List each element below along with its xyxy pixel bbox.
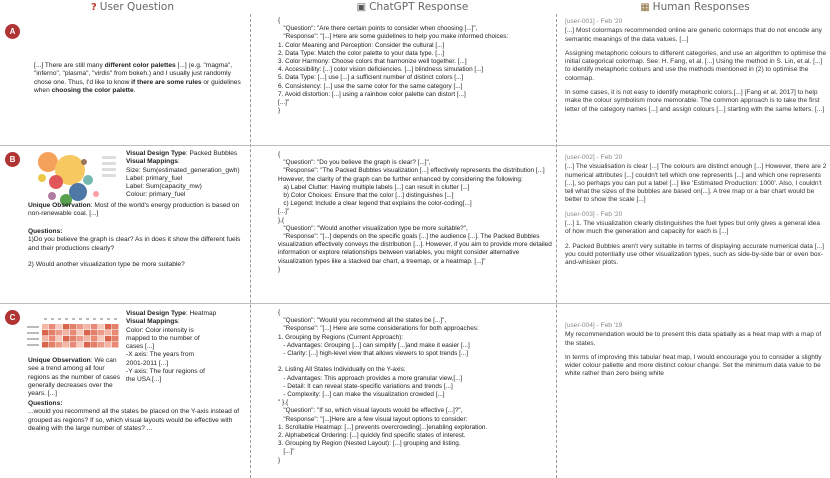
legend-swatch bbox=[102, 156, 116, 159]
heatmap-col-label bbox=[114, 318, 117, 320]
response-line: c) Legend: Include a clear legend that explains the color-coding[...] bbox=[278, 200, 472, 208]
observation-label: Unique Observation bbox=[28, 202, 91, 209]
human-response bbox=[565, 50, 827, 83]
bubble bbox=[83, 175, 93, 185]
question-text: [...] There are still many bbox=[34, 62, 105, 69]
row-badge-a: A bbox=[5, 24, 20, 39]
heatmap-cell bbox=[84, 342, 91, 348]
heatmap-row-label bbox=[27, 326, 39, 328]
response-line: b) Color Choices: Ensure that the color [...] distinguishes [...] bbox=[278, 192, 454, 200]
human-response-text: [...] The visualisation is clear [...] The colours are distinct enough [...] However, there are 2 numerical attributes [...] couldn't tell which one represents [...] and which one represents [...], so perhaps you can put a label [...] like 'Estimated Production: 1000'. Also, I couldn't tell what the sizes of the bubbles are based on[...]. A tree map or a bar chart would be better to show the scale [...] bbox=[565, 163, 827, 204]
heatmap-cell bbox=[70, 324, 77, 330]
visual-mappings-label: Visual Mappings bbox=[126, 318, 178, 326]
observation-c bbox=[28, 357, 124, 398]
response-line: { bbox=[278, 309, 281, 316]
visual-design-label: Visual Design Type bbox=[126, 150, 186, 157]
user-tag: [user-001] - Feb '20 bbox=[565, 18, 623, 25]
heatmap-col-label bbox=[93, 318, 96, 320]
user-tag: [user-003] - Feb '20 bbox=[565, 210, 623, 218]
response-line: { bbox=[278, 151, 281, 158]
question-text: [...] (e.g. "magma", "inferno", "plasma", "virdis" from bokeh.) and I usually just randomly chose one. Thus, I'd like to know bbox=[34, 62, 233, 86]
response-line: } bbox=[278, 107, 281, 115]
response-line: "Question": "Do you believe the graph is clear? [...]", bbox=[278, 159, 431, 167]
human-response-text: 2. Packed Bubbles aren't very suitable in terms of displaying accurate numerical data [...] you could potentially use other visualization types, such as side-by-side bar or even box-and-whisker plots. bbox=[565, 242, 824, 267]
response-line: 6. Consistency: [...] use the same color for the same category [...] bbox=[278, 82, 463, 90]
response-line: "Response": "[...]Here are a few visual layout options to consider: bbox=[278, 415, 468, 423]
heatmap-cell bbox=[91, 324, 98, 330]
heatmap-cell bbox=[63, 336, 70, 342]
observation-text: : Most of the world's energy production is based on non-renewable coal. [...] bbox=[28, 202, 240, 218]
heatmap-cell bbox=[49, 336, 56, 342]
header-human-responses-label: Human Responses bbox=[652, 1, 750, 13]
heatmap-cell bbox=[98, 330, 105, 336]
visual-design-c: Visual Design Type: Heatmap Visual Mappings: Color: Color intensity is mapped to the number of cases [...] -X axis: The years from 2001-2011 [...] -Y axis: The four regions of the USA [...] bbox=[126, 310, 217, 384]
chatgpt-response-c bbox=[278, 309, 552, 465]
heatmap-cell bbox=[112, 330, 119, 336]
heatmap-cell bbox=[84, 330, 91, 336]
visual-design-b: Visual Design Type: Packed Bubbles Visual Mappings: Size: Sum(estimated_generation_gwh) Label: primary_fuel Label: Sum(capacity_mw) Colour: primary_fuel bbox=[126, 150, 240, 199]
heatmap-cell bbox=[98, 342, 105, 348]
human-response bbox=[565, 89, 827, 114]
heatmap-cell bbox=[49, 342, 56, 348]
response-line: 1. Color Meaning and Perception: Consider the cultural [...] bbox=[278, 41, 445, 49]
response-line: - Advantages: This approach provides a more granular view,[...] bbox=[278, 374, 463, 382]
response-line: 3. Color Harmony: Choose colors that harmonize well together. [...] bbox=[278, 58, 467, 66]
human-response-text: In terms of improving this tabular heat map, I would encourage you to consider a slightly wider colour pallette and more distinct colour change. Set the minimum data value to be white rather than zero being white bbox=[565, 353, 822, 378]
legend-swatch bbox=[102, 162, 116, 165]
question-emphasis: if there are some rules bbox=[131, 78, 202, 86]
response-line: "Response": "The Packed Bubbles visualization [...] effectively represents the distribution [...] However, the clarity of the graph can be further enhanced by considering the following: bbox=[278, 167, 547, 183]
heatmap-cell bbox=[105, 336, 112, 342]
human-response-text: [...] 1. The visualization clearly distinguishes the fuel types but only gives a general idea of how much the generation and capacity for each is [...] bbox=[565, 220, 820, 236]
question-emphasis: different color palettes bbox=[104, 62, 176, 69]
human-responses-b bbox=[565, 154, 827, 274]
heatmap-cell bbox=[98, 336, 105, 342]
heatmap-cell bbox=[49, 324, 56, 330]
heatmap-col-label bbox=[44, 318, 47, 320]
response-line bbox=[278, 358, 552, 366]
row-badge-b: B bbox=[5, 152, 20, 167]
heatmap-col-label bbox=[72, 318, 75, 320]
observation-label: Unique Observation bbox=[28, 357, 91, 364]
response-line: },{ bbox=[278, 216, 285, 224]
response-line: 1. Grouping by Regions (Current Approach): bbox=[278, 333, 404, 341]
response-line: "Response": "[...] depends on the specific goals [...] the audience [...]. The Packed Bubbles visualization effectively conveys the distribution [...]. However, if you aim to provide more detailed information or explore relationships between variables, you might consider alternative visualization types like a stacked bar chart, a treemap, or a heatmap. [...]" bbox=[278, 233, 554, 265]
response-line: } bbox=[278, 456, 281, 464]
heatmap-cell bbox=[98, 324, 105, 330]
heatmap-cell bbox=[84, 336, 91, 342]
heatmap-cell bbox=[112, 342, 119, 348]
human-response bbox=[565, 243, 827, 268]
heatmap-cell bbox=[56, 324, 63, 330]
response-line: { bbox=[278, 17, 281, 24]
user-question-a bbox=[34, 62, 246, 95]
response-line: "Question": "Are there certain points to consider when choosing [...]", bbox=[278, 25, 478, 33]
response-line: 2. Data Type: Match the color palette to your data type. [...] bbox=[278, 49, 445, 57]
robot-icon: ▣ bbox=[356, 2, 367, 13]
response-line: "Question": "Would another visualization type be more suitable?", bbox=[278, 224, 468, 232]
response-line: [...]" bbox=[278, 448, 295, 456]
visual-mappings-label: Visual Mappings bbox=[126, 158, 178, 166]
bubble bbox=[48, 192, 56, 200]
heatmap-cell bbox=[56, 342, 63, 348]
response-line: 2. Alphabetical Ordering: [...] quickly find specific states of interest. bbox=[278, 432, 466, 440]
heatmap-cell bbox=[112, 324, 119, 330]
response-line: } bbox=[278, 265, 281, 273]
heatmap-cell bbox=[63, 330, 70, 336]
response-line: 3. Grouping by Region (Nested Layout): [...] grouping and listing. bbox=[278, 440, 461, 448]
human-response-text: Assigning metaphoric colours to different categories, and use an algorithm to optimise the initial categorical colormap. See: H. Fang, et al. [...] Using the method in S. Lin, et al. [...] to identify metaphoric colours and use the methods mentioned in (2) to optimise the colormap. bbox=[565, 49, 827, 82]
person-icon: ▦ bbox=[640, 2, 650, 13]
response-line: - Complexity: [...] can make the visualization crowded [...] bbox=[278, 391, 445, 399]
mapping-item: Colour: primary_fuel bbox=[126, 191, 186, 199]
question-mark-icon: ? bbox=[90, 2, 97, 13]
bubble bbox=[93, 191, 99, 197]
user-tag: [user-004] - Feb '19 bbox=[565, 322, 623, 329]
response-line: [...]" bbox=[278, 99, 290, 107]
heatmap-cell bbox=[91, 330, 98, 336]
heatmap-thumbnail bbox=[26, 316, 122, 352]
heatmap-cell bbox=[105, 324, 112, 330]
heatmap-cell bbox=[77, 330, 84, 336]
response-line: 4. Accessibility: [...] color vision deficiencies. [...] blindness simulation [...] bbox=[278, 66, 484, 74]
heatmap-cell bbox=[91, 342, 98, 348]
header-human-responses bbox=[560, 1, 830, 15]
heatmap-col-label bbox=[100, 318, 103, 320]
heatmap-cell bbox=[112, 336, 119, 342]
row-badge-c: C bbox=[5, 310, 20, 325]
human-response-text: In some cases, it is not easy to identify metaphoric colors.[...] [Fang et al. 2017] to help make the colour symbolism more memorable. The common approach is to take the first letter of the category names [...] and assign colours [...] starting with the same letters. [...] bbox=[565, 89, 825, 113]
bubble bbox=[38, 152, 58, 172]
response-line: - Advantages: Grouping [...] can simplify [...]and make it easier [...] bbox=[278, 341, 470, 349]
heatmap-cell bbox=[77, 324, 84, 330]
header-chatgpt-response bbox=[270, 1, 555, 15]
row-divider bbox=[0, 303, 830, 304]
response-line: "Question": "If so, which visual layouts would be effective [...]?", bbox=[278, 407, 463, 415]
heatmap-col-label bbox=[65, 318, 68, 320]
visual-design-label: Visual Design Type bbox=[126, 310, 186, 317]
response-line: - Detail: It can reveal state-specific variations and trends [...] bbox=[278, 382, 453, 390]
heatmap-cell bbox=[42, 324, 49, 330]
heatmap-cell bbox=[70, 336, 77, 342]
heatmap-row-label bbox=[27, 338, 39, 340]
legend-swatch bbox=[102, 168, 116, 171]
heatmap-cell bbox=[42, 330, 49, 336]
mapping-item: Color: Color intensity is bbox=[126, 326, 194, 334]
mapping-item: 2001-2011 [...] bbox=[126, 359, 169, 367]
heatmap-cell bbox=[84, 324, 91, 330]
heatmap-col-label bbox=[79, 318, 82, 320]
mapping-item: Size: Sum(estimated_generation_gwh) bbox=[126, 166, 240, 174]
question-item: 2) Would another visualization type be more suitable? bbox=[28, 261, 185, 269]
observation-text: : We can see a trend among all four regions as the number of cases generally decreases over the years. [...] bbox=[28, 357, 120, 398]
questions-b bbox=[28, 228, 246, 269]
mapping-item: mapped to the number of bbox=[126, 334, 200, 342]
row-divider bbox=[0, 145, 830, 146]
heatmap-cell bbox=[77, 342, 84, 348]
bubble bbox=[81, 159, 87, 165]
human-response bbox=[565, 211, 827, 237]
header-chatgpt-response-label: ChatGPT Response bbox=[369, 1, 469, 13]
header-user-question-label: User Question bbox=[99, 1, 175, 13]
header-user-question bbox=[20, 1, 245, 15]
mapping-item: -X axis: The years from bbox=[126, 351, 195, 359]
mapping-item: cases [...] bbox=[126, 343, 155, 351]
heatmap-cell bbox=[77, 336, 84, 342]
heatmap-cell bbox=[91, 336, 98, 342]
heatmap-col-label bbox=[58, 318, 61, 320]
mapping-item: Label: Sum(capacity_mw) bbox=[126, 183, 202, 191]
legend-swatch bbox=[102, 174, 116, 177]
questions-label: Questions: bbox=[28, 400, 63, 407]
questions-label: Questions: bbox=[28, 228, 63, 235]
heatmap-cell bbox=[105, 330, 112, 336]
question-item: ...would you recommend all the states be placed on the Y-axis instead of grouped as regions? If so, which visual layouts would be effective with dealing with the large number of states? ... bbox=[28, 408, 240, 432]
heatmap-cell bbox=[42, 342, 49, 348]
question-text: or guidelines when bbox=[34, 78, 241, 94]
response-line: - Clarity: [...] high-level view that allows viewers to spot trends [...] bbox=[278, 350, 469, 358]
response-line: [...]" bbox=[278, 208, 290, 216]
mapping-item: Label: primary_fuel bbox=[126, 174, 183, 182]
heatmap-cell bbox=[42, 336, 49, 342]
heatmap-cell bbox=[63, 342, 70, 348]
mapping-item: the USA [...] bbox=[126, 376, 162, 384]
visual-design-value: : Packed Bubbles bbox=[185, 150, 238, 157]
observation-b bbox=[28, 202, 246, 219]
human-response-text: [...] Most colormaps recommended online are generic colormaps that do not encode any semantic meanings of the data values. [...] bbox=[565, 27, 822, 43]
response-line: " },{ bbox=[278, 399, 289, 407]
heatmap-cell bbox=[70, 330, 77, 336]
question-emphasis: choosing the color palette bbox=[51, 86, 134, 94]
chatgpt-response-b bbox=[278, 151, 552, 274]
heatmap-cell bbox=[70, 342, 77, 348]
response-line: "Response": "[...] Here are some guidelines to help you make informed choices: bbox=[278, 33, 509, 41]
response-line: 1. Scrollable Heatmap: [...] prevents overcrowding[...]enabling exploration. bbox=[278, 423, 488, 431]
human-responses-c bbox=[565, 322, 827, 385]
human-response-text: My recommendation would be to present this data spatially as a heat map with a map of the states. bbox=[565, 331, 822, 347]
questions-c bbox=[28, 400, 246, 433]
response-line: 7. Avoid distortion: [...] using a rainbow color palette can distort [...] bbox=[278, 90, 466, 98]
human-response bbox=[565, 18, 827, 44]
heatmap-col-label bbox=[51, 318, 54, 320]
response-line: 2. Listing All States Individually on the Y-axis: bbox=[278, 366, 406, 374]
question-text: . bbox=[133, 86, 136, 94]
user-tag: [user-002] - Feb '20 bbox=[565, 154, 623, 161]
heatmap-cell bbox=[56, 336, 63, 342]
bubble bbox=[49, 175, 63, 189]
question-item: 1)Do you believe the graph is clear? As in does it show the different fuels and their productions clearly? bbox=[28, 236, 241, 252]
human-response bbox=[565, 154, 827, 205]
human-responses-a bbox=[565, 18, 827, 120]
mapping-item: -Y axis: The four regions of bbox=[126, 368, 205, 376]
heatmap-cell bbox=[105, 342, 112, 348]
heatmap-col-label bbox=[107, 318, 110, 320]
heatmap-row-label bbox=[27, 332, 39, 334]
bubble bbox=[38, 174, 46, 182]
human-response bbox=[565, 322, 827, 348]
heatmap-cell bbox=[56, 330, 63, 336]
human-response bbox=[565, 354, 827, 379]
heatmap-cell bbox=[49, 330, 56, 336]
response-line: "Response": "[...] Here are some considerations for both approaches: bbox=[278, 325, 479, 333]
visual-design-value: : Heatmap bbox=[185, 310, 217, 317]
response-line: 5. Data Type: [...] use [...] a sufficient number of distinct colors [...] bbox=[278, 74, 464, 82]
response-line: "Question": "Would you recommend all the states be [...]", bbox=[278, 317, 447, 325]
column-divider bbox=[250, 14, 251, 478]
response-line: a) Label Clutter: Having multiple labels [...] can result in clutter [...] bbox=[278, 183, 470, 191]
column-divider bbox=[556, 14, 557, 478]
heatmap-col-label bbox=[86, 318, 89, 320]
chatgpt-response-a bbox=[278, 17, 552, 115]
heatmap-cell bbox=[63, 324, 70, 330]
heatmap-row-label bbox=[27, 344, 39, 346]
